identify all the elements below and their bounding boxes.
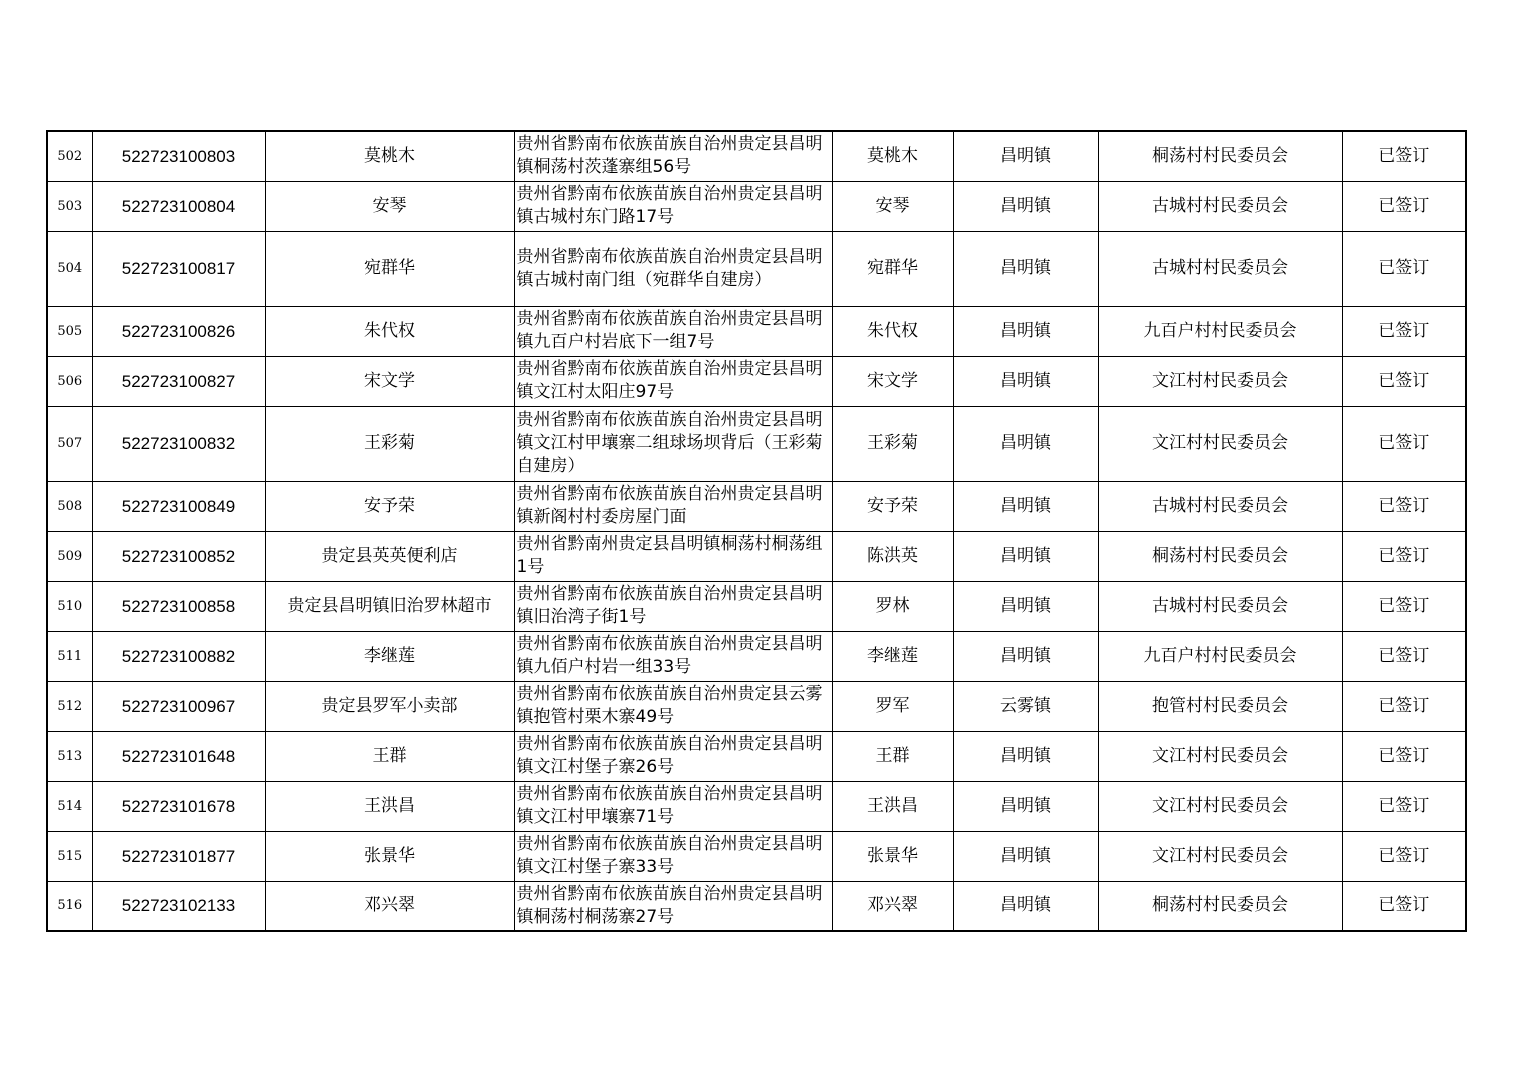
table-row	[47, 131, 1466, 181]
row-committee: 九百户村村民委员会	[1098, 306, 1342, 356]
row-business-name: 宛群华	[265, 231, 514, 306]
row-address: 贵州省黔南布依族苗族自治州贵定县昌明镇文江村太阳庄97号	[514, 356, 832, 406]
row-status: 已签订	[1342, 306, 1466, 356]
row-status: 已签订	[1342, 781, 1466, 831]
row-business-name: 王群	[265, 731, 514, 781]
row-address: 贵州省黔南布依族苗族自治州贵定县云雾镇抱管村栗木寨49号	[514, 681, 832, 731]
row-committee: 抱管村村民委员会	[1098, 681, 1342, 731]
row-committee: 桐荡村村民委员会	[1098, 531, 1342, 581]
row-operator: 安予荣	[832, 481, 953, 531]
row-business-name: 安予荣	[265, 481, 514, 531]
row-license-code: 522723102133	[92, 881, 265, 931]
table-row	[47, 231, 1466, 306]
row-town: 昌明镇	[953, 231, 1098, 306]
row-town: 昌明镇	[953, 306, 1098, 356]
row-business-name: 安琴	[265, 181, 514, 231]
row-status: 已签订	[1342, 881, 1466, 931]
row-license-code: 522723100804	[92, 181, 265, 231]
row-business-name: 莫桃木	[265, 131, 514, 181]
row-license-code: 522723100849	[92, 481, 265, 531]
row-address: 贵州省黔南布依族苗族自治州贵定县昌明镇古城村东门路17号	[514, 181, 832, 231]
row-status: 已签订	[1342, 131, 1466, 181]
row-town: 昌明镇	[953, 581, 1098, 631]
row-seq: 506	[47, 356, 92, 406]
row-committee: 文江村村民委员会	[1098, 356, 1342, 406]
row-seq: 503	[47, 181, 92, 231]
table-row	[47, 881, 1466, 931]
row-seq: 508	[47, 481, 92, 531]
row-committee: 桐荡村村民委员会	[1098, 131, 1342, 181]
row-town: 昌明镇	[953, 781, 1098, 831]
table-row	[47, 306, 1466, 356]
row-license-code: 522723100967	[92, 681, 265, 731]
row-status: 已签订	[1342, 181, 1466, 231]
table-row	[47, 681, 1466, 731]
row-address: 贵州省黔南布依族苗族自治州贵定县昌明镇九百户村岩底下一组7号	[514, 306, 832, 356]
row-business-name: 李继莲	[265, 631, 514, 681]
row-business-name: 张景华	[265, 831, 514, 881]
row-status: 已签订	[1342, 531, 1466, 581]
row-license-code: 522723100817	[92, 231, 265, 306]
row-seq: 515	[47, 831, 92, 881]
row-operator: 王群	[832, 731, 953, 781]
row-status: 已签订	[1342, 631, 1466, 681]
row-business-name: 王彩菊	[265, 406, 514, 481]
row-operator: 王彩菊	[832, 406, 953, 481]
row-address: 贵州省黔南布依族苗族自治州贵定县昌明镇文江村堡子寨26号	[514, 731, 832, 781]
row-business-name: 王洪昌	[265, 781, 514, 831]
row-license-code: 522723100803	[92, 131, 265, 181]
row-address: 贵州省黔南布依族苗族自治州贵定县昌明镇文江村甲壤寨二组球场坝背后（王彩菊自建房）	[514, 406, 832, 481]
row-operator: 李继莲	[832, 631, 953, 681]
row-business-name: 宋文学	[265, 356, 514, 406]
row-town: 昌明镇	[953, 831, 1098, 881]
license-registry-table	[46, 130, 1467, 932]
row-operator: 王洪昌	[832, 781, 953, 831]
row-committee: 桐荡村村民委员会	[1098, 881, 1342, 931]
row-town: 昌明镇	[953, 356, 1098, 406]
row-operator: 莫桃木	[832, 131, 953, 181]
row-business-name: 邓兴翠	[265, 881, 514, 931]
table-row	[47, 356, 1466, 406]
row-business-name: 贵定县昌明镇旧治罗林超市	[265, 581, 514, 631]
row-seq: 516	[47, 881, 92, 931]
row-address: 贵州省黔南布依族苗族自治州贵定县昌明镇文江村甲壤寨71号	[514, 781, 832, 831]
row-address: 贵州省黔南布依族苗族自治州贵定县昌明镇九佰户村岩一组33号	[514, 631, 832, 681]
table-row	[47, 581, 1466, 631]
row-business-name: 朱代权	[265, 306, 514, 356]
row-town: 昌明镇	[953, 531, 1098, 581]
row-operator: 陈洪英	[832, 531, 953, 581]
row-address: 贵州省黔南布依族苗族自治州贵定县昌明镇桐荡村桐荡寨27号	[514, 881, 832, 931]
row-business-name: 贵定县罗军小卖部	[265, 681, 514, 731]
row-operator: 张景华	[832, 831, 953, 881]
row-committee: 文江村村民委员会	[1098, 781, 1342, 831]
table-row	[47, 481, 1466, 531]
row-status: 已签订	[1342, 681, 1466, 731]
row-license-code: 522723100832	[92, 406, 265, 481]
row-operator: 邓兴翠	[832, 881, 953, 931]
row-committee: 九百户村村民委员会	[1098, 631, 1342, 681]
row-seq: 512	[47, 681, 92, 731]
row-status: 已签订	[1342, 481, 1466, 531]
row-status: 已签订	[1342, 581, 1466, 631]
row-address: 贵州省黔南布依族苗族自治州贵定县昌明镇古城村南门组（宛群华自建房）	[514, 231, 832, 306]
row-seq: 507	[47, 406, 92, 481]
row-town: 昌明镇	[953, 481, 1098, 531]
row-town: 昌明镇	[953, 131, 1098, 181]
row-license-code: 522723101678	[92, 781, 265, 831]
row-town: 昌明镇	[953, 881, 1098, 931]
row-operator: 罗军	[832, 681, 953, 731]
row-seq: 504	[47, 231, 92, 306]
row-license-code: 522723101877	[92, 831, 265, 881]
row-operator: 罗林	[832, 581, 953, 631]
table-row	[47, 831, 1466, 881]
row-seq: 514	[47, 781, 92, 831]
row-operator: 宛群华	[832, 231, 953, 306]
row-license-code: 522723101648	[92, 731, 265, 781]
row-seq: 511	[47, 631, 92, 681]
row-license-code: 522723100827	[92, 356, 265, 406]
row-status: 已签订	[1342, 406, 1466, 481]
row-town: 昌明镇	[953, 181, 1098, 231]
row-status: 已签订	[1342, 356, 1466, 406]
table-row	[47, 406, 1466, 481]
table-row	[47, 731, 1466, 781]
row-committee: 古城村村民委员会	[1098, 581, 1342, 631]
table-row	[47, 181, 1466, 231]
table-row	[47, 631, 1466, 681]
row-committee: 古城村村民委员会	[1098, 231, 1342, 306]
row-license-code: 522723100858	[92, 581, 265, 631]
row-town: 昌明镇	[953, 406, 1098, 481]
row-committee: 古城村村民委员会	[1098, 481, 1342, 531]
row-committee: 文江村村民委员会	[1098, 731, 1342, 781]
row-committee: 文江村村民委员会	[1098, 406, 1342, 481]
row-status: 已签订	[1342, 731, 1466, 781]
row-operator: 安琴	[832, 181, 953, 231]
row-town: 云雾镇	[953, 681, 1098, 731]
row-town: 昌明镇	[953, 731, 1098, 781]
row-seq: 513	[47, 731, 92, 781]
row-status: 已签订	[1342, 831, 1466, 881]
table-row	[47, 781, 1466, 831]
row-seq: 509	[47, 531, 92, 581]
row-license-code: 522723100882	[92, 631, 265, 681]
row-address: 贵州省黔南布依族苗族自治州贵定县昌明镇新阁村村委房屋门面	[514, 481, 832, 531]
row-license-code: 522723100826	[92, 306, 265, 356]
row-committee: 古城村村民委员会	[1098, 181, 1342, 231]
row-town: 昌明镇	[953, 631, 1098, 681]
row-seq: 505	[47, 306, 92, 356]
row-address: 贵州省黔南布依族苗族自治州贵定县昌明镇旧治湾子街1号	[514, 581, 832, 631]
row-business-name: 贵定县英英便利店	[265, 531, 514, 581]
row-address: 贵州省黔南州贵定县昌明镇桐荡村桐荡组1号	[514, 531, 832, 581]
row-status: 已签订	[1342, 231, 1466, 306]
row-operator: 宋文学	[832, 356, 953, 406]
row-address: 贵州省黔南布依族苗族自治州贵定县昌明镇桐荡村茨蓬寨组56号	[514, 131, 832, 181]
row-seq: 502	[47, 131, 92, 181]
row-license-code: 522723100852	[92, 531, 265, 581]
table-row	[47, 531, 1466, 581]
row-address: 贵州省黔南布依族苗族自治州贵定县昌明镇文江村堡子寨33号	[514, 831, 832, 881]
row-operator: 朱代权	[832, 306, 953, 356]
row-seq: 510	[47, 581, 92, 631]
row-committee: 文江村村民委员会	[1098, 831, 1342, 881]
